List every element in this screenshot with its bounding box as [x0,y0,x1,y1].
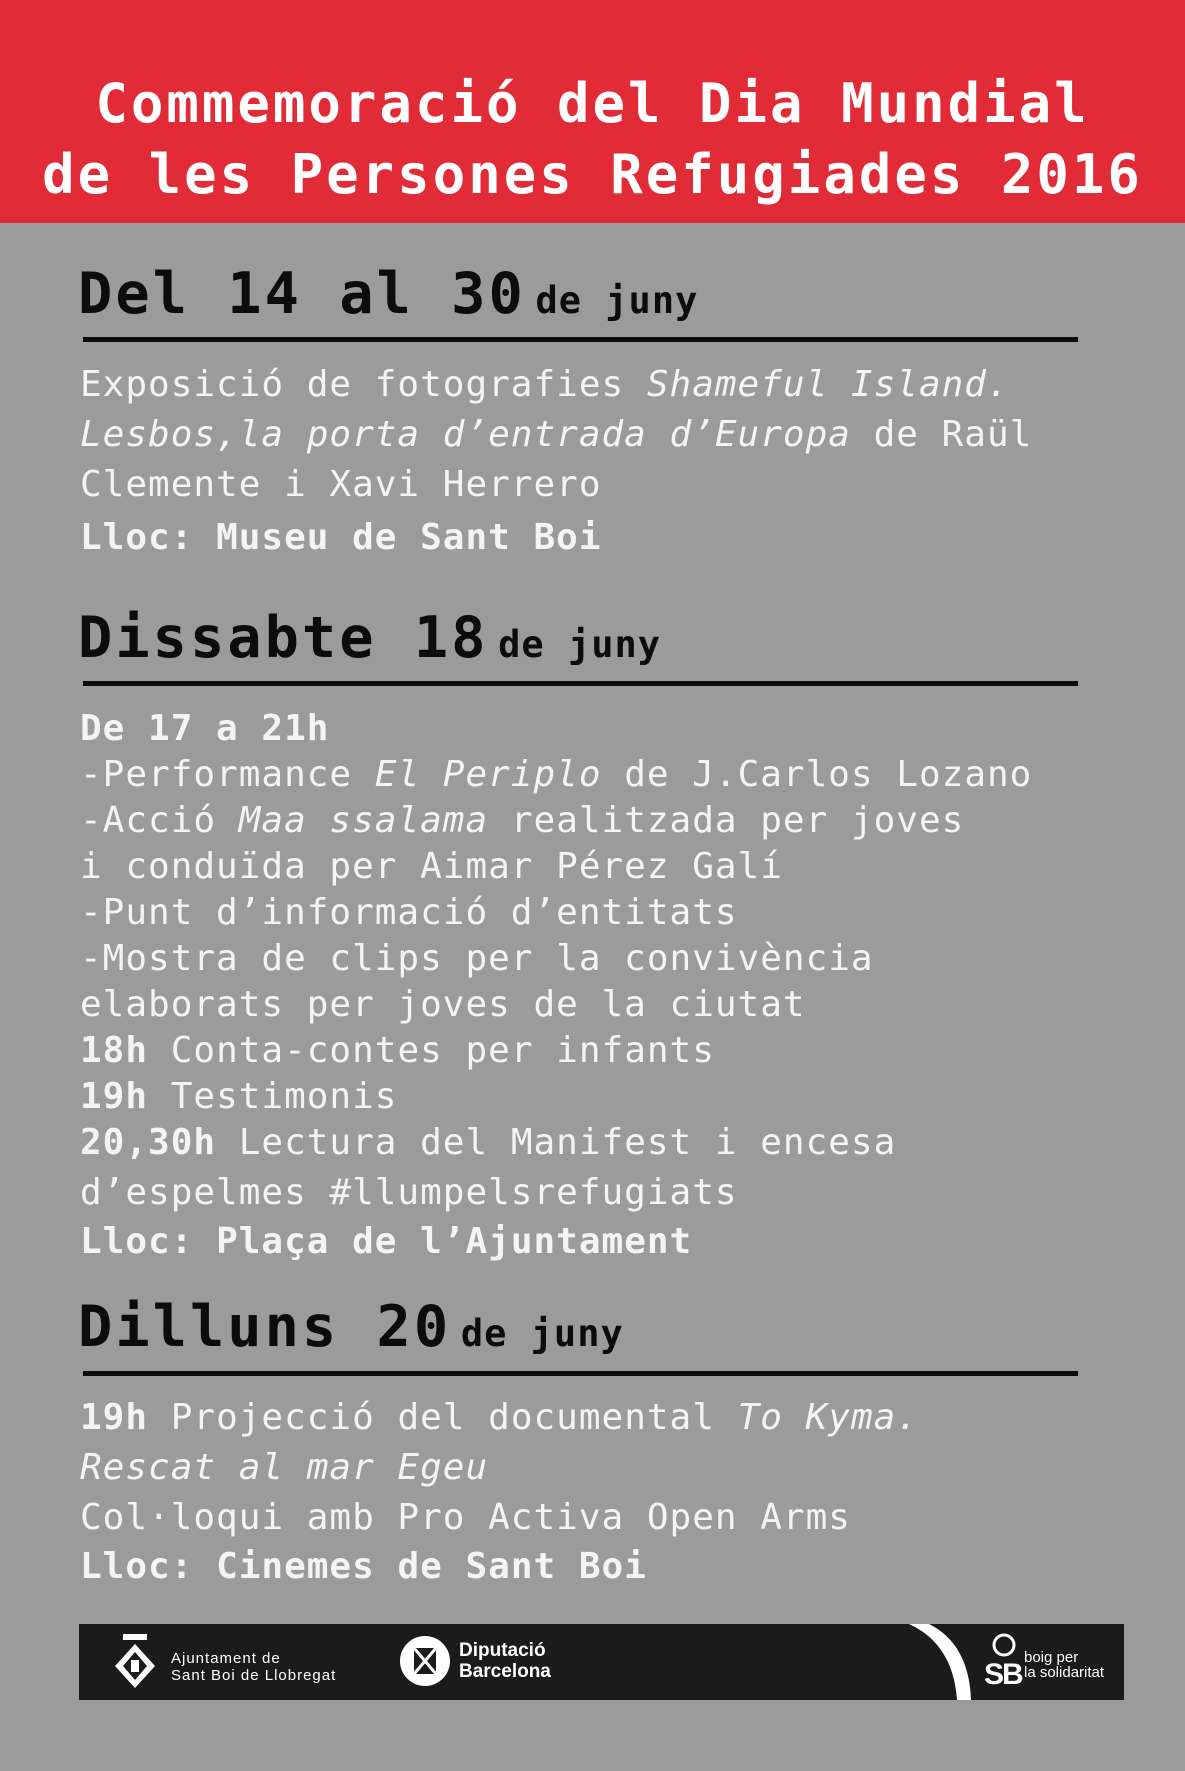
text-line: Exposició de fotografies Shameful Island. [80,364,1010,405]
text-line: i conduïda per Aimar Pérez Galí [80,846,783,887]
title-banner [0,0,1185,223]
section-heading-2 [78,605,662,671]
event-line: 19h Projecció del documental To Kyma. [80,1397,919,1438]
place-line: Lloc: Plaça de l’Ajuntament [80,1221,693,1262]
text-line: d’espelmes #llumpelsrefugiats [80,1172,738,1213]
diputacio-logo-text: Diputació Barcelona [459,1640,551,1682]
place-line: Lloc: Museu de Sant Boi [80,517,602,558]
text-line: elaborats per joves de la ciutat [80,984,806,1025]
sponsor-footer [79,1624,1124,1700]
sb-logo-text: boig per la solidaritat [1024,1649,1105,1681]
diputacio-seal-icon [398,1634,452,1688]
text-line: -Mostra de clips per la convivència [80,938,874,979]
text-line: Col·loqui amb Pro Activa Open Arms [80,1497,851,1538]
ajuntament-crest-icon [113,1632,157,1692]
event-line: 20,30h Lectura del Manifest i encesa [80,1122,897,1163]
text-line: -Performance El Periplo de J.Carlos Lozano [80,754,1033,795]
text-line: -Acció Maa ssalama realitzada per joves [80,800,965,841]
divider-rule [83,1371,1078,1376]
heading-date: Dissabte 18 [78,605,489,671]
text-line: Clemente i Xavi Herrero [80,464,602,505]
event-line: 19h Testimonis [80,1076,398,1117]
sb-wreath-icon [987,1632,1021,1658]
title-line-1: Commemoració del Dia Mundial [95,72,1090,135]
heading-month: de juny [535,279,699,322]
heading-month: de juny [460,1312,624,1355]
text-line: Lesbos,la porta d’entrada d’Europa de Raül [80,414,1033,455]
ajuntament-logo-text: Ajuntament de Sant Boi de Llobregat [171,1650,337,1684]
event-line: 18h Conta-contes per infants [80,1030,715,1071]
text-line: Rescat al mar Egeu [80,1447,489,1488]
heading-date: Del 14 al 30 [78,261,526,327]
sb-logo-mark: SB [984,1658,1022,1691]
section-heading-3 [78,1294,624,1360]
text-line: -Punt d’informació d’entitats [80,892,738,933]
heading-month: de juny [498,623,662,666]
time-range: De 17 a 21h [80,708,330,749]
title-line-2: de les Persones Refugiades 2016 [42,143,1143,206]
section-heading-1 [78,261,699,327]
divider-rule [83,337,1078,342]
place-line: Lloc: Cinemes de Sant Boi [80,1546,647,1587]
divider-rule [83,681,1078,686]
heading-date: Dilluns 20 [78,1294,452,1360]
